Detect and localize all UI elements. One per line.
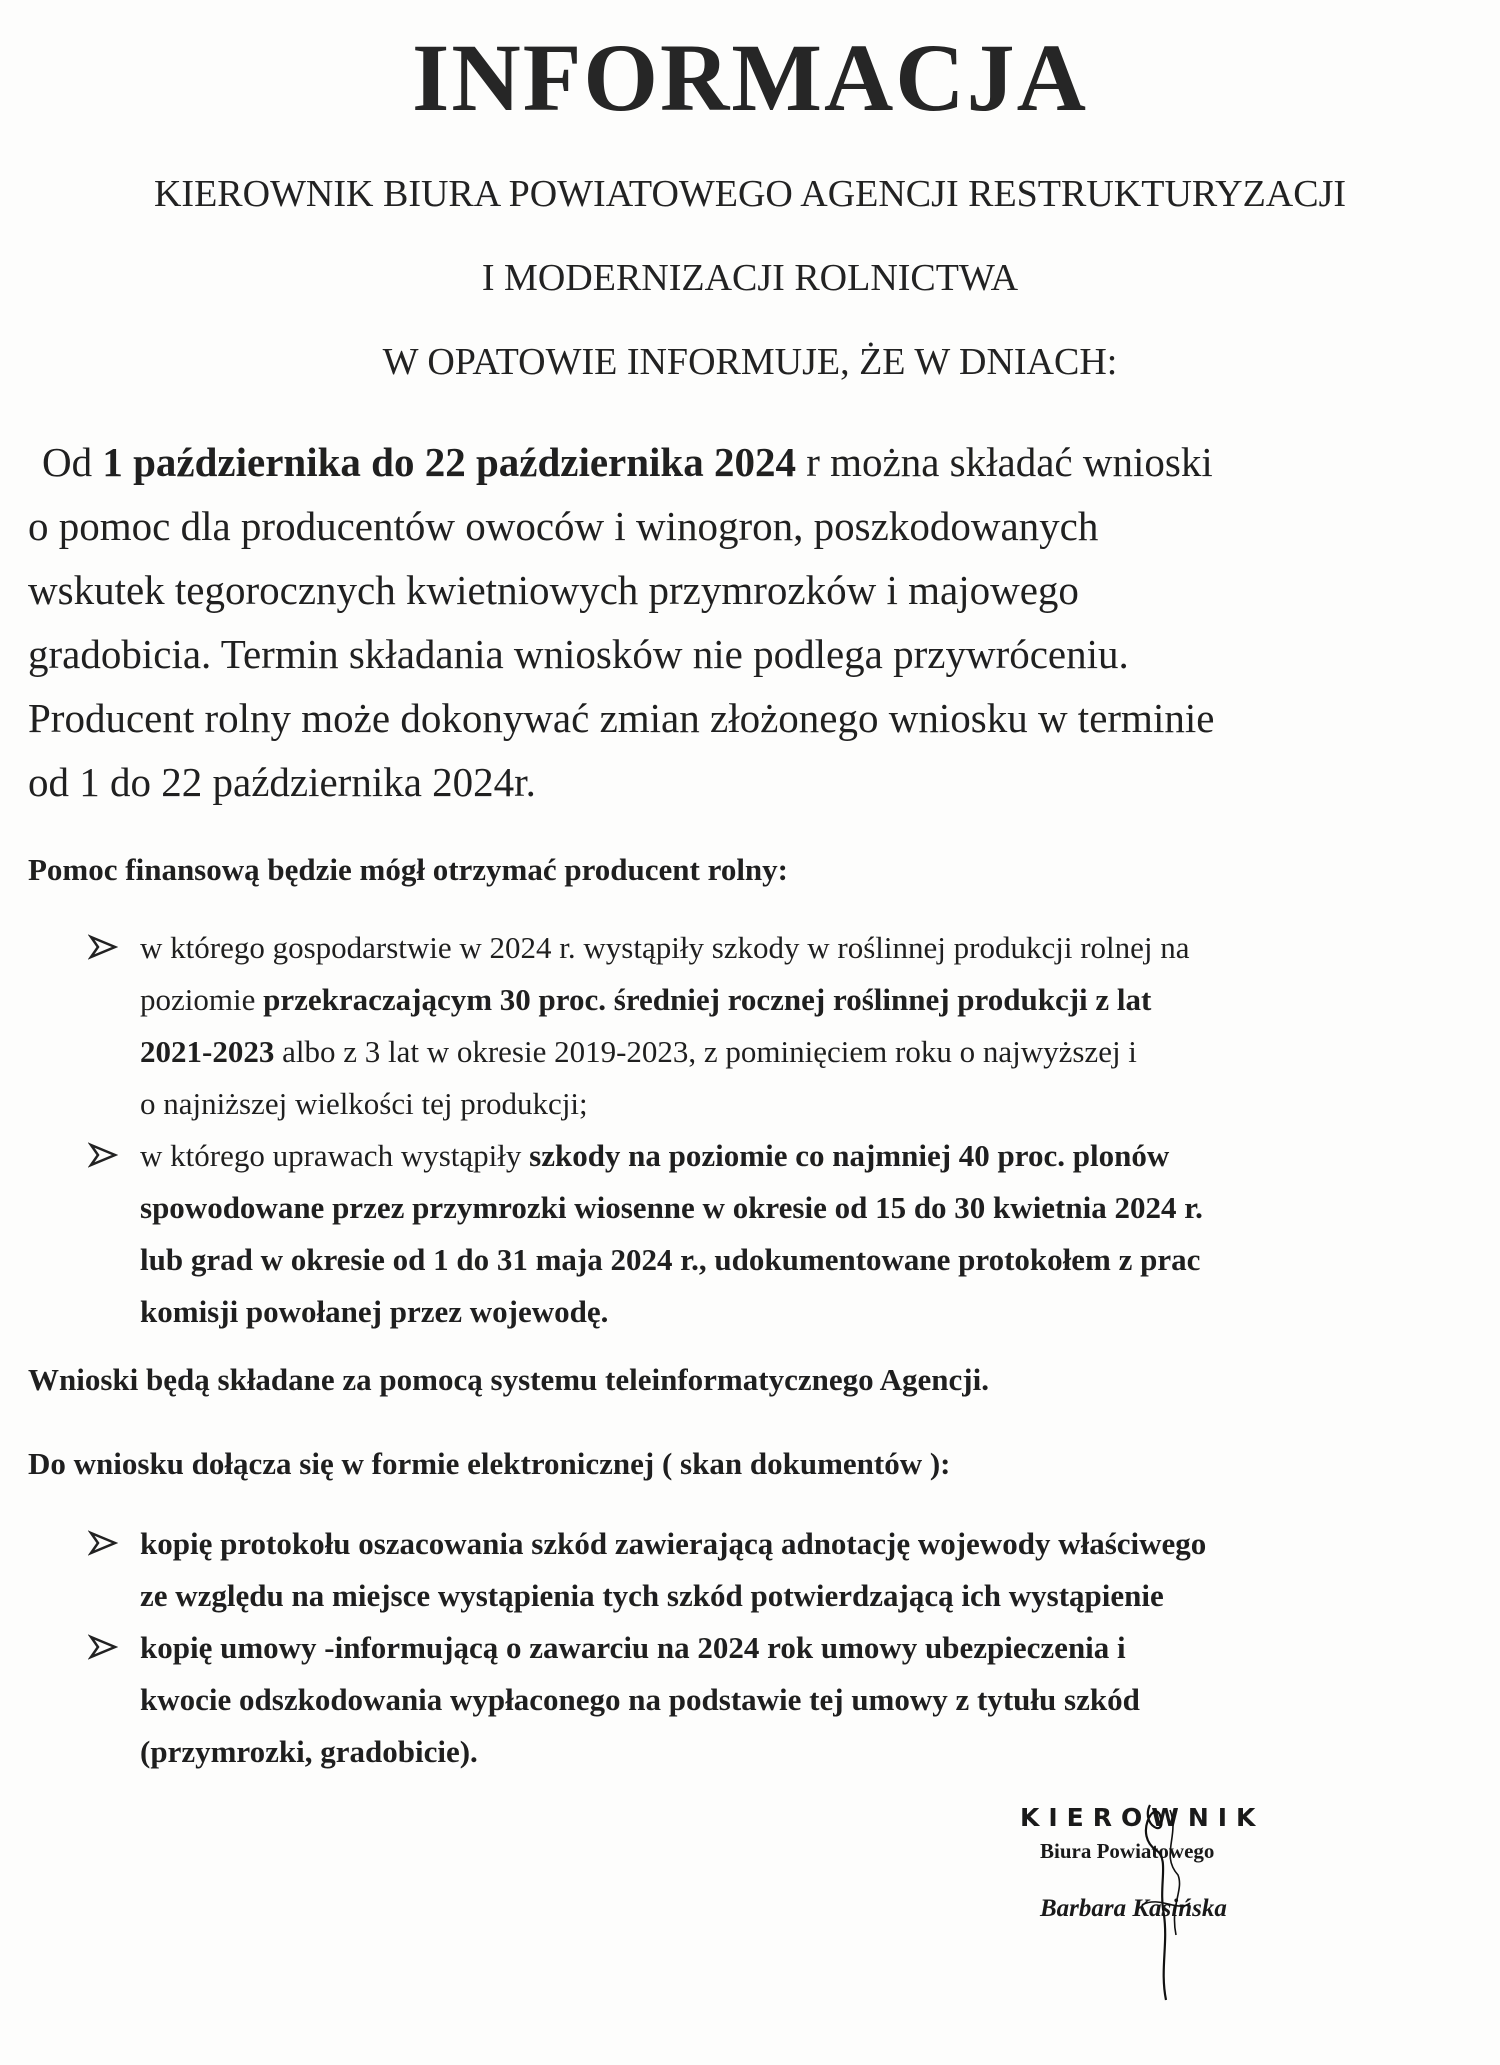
arrow-bullet-icon [88, 1634, 118, 1660]
handwritten-signature-icon [1120, 1795, 1210, 2005]
document-title: INFORMACJA [412, 24, 1088, 131]
arrow-bullet-icon [88, 934, 118, 960]
eligibility-heading: Pomoc finansową będzie mógł otrzymać producent rolny: [28, 852, 788, 887]
header-line-2: I MODERNIZACJI ROLNICTWA [481, 257, 1019, 299]
signature-name: Barbara Kasińska [1040, 1895, 1227, 1922]
intro-line-6: od 1 do 22 października 2024r. [28, 759, 536, 805]
intro-line-5: Producent rolny może dokonywać zmian złożonego wniosku w terminie [28, 695, 1215, 741]
intro-line-1: Od 1 października do 22 października 2024 r można składać wnioski [42, 439, 1213, 485]
attachments-list [88, 1518, 1488, 1778]
list-item: kopię protokołu oszacowania szkód zawierającą adnotację wojewody właściwego ze względu na miejsce wystąpienia tych szkód potwierdzającą ich wystąpienie [88, 1518, 1488, 1622]
attachments-heading: Do wniosku dołącza się w formie elektronicznej ( skan dokumentów ): [28, 1446, 951, 1481]
list-item: w którego uprawach wystąpiły szkody na poziomie co najmniej 40 proc. plonów spowodowane przez przymrozki wiosenne w okresie od 15 do 30 kwietnia 2024 r. lub grad w okresie od 1 do 31 maja 2024 r., udokumentowane protokołem z prac komisji powołanej przez wojewodę. [88, 1130, 1488, 1338]
signature-office: Biura Powiatowego [1040, 1839, 1215, 1863]
list-item: kopię umowy -informującą o zawarciu na 2024 rok umowy ubezpieczenia i kwocie odszkodowania wypłaconego na podstawie tej umowy z tytułu szkód (przymrozki, gradobicie). [88, 1622, 1488, 1778]
submission-statement: Wnioski będą składane za pomocą systemu teleinformatycznego Agencji. [28, 1362, 989, 1397]
header-line-3: W OPATOWIE INFORMUJE, ŻE W DNIACH: [382, 341, 1118, 383]
intro-line-4: gradobicia. Termin składania wniosków nie podlega przywróceniu. [28, 631, 1129, 677]
signature-stamp [1000, 1795, 1330, 2005]
arrow-bullet-icon [88, 1142, 118, 1168]
signature-title: KIEROWNIK [1020, 1803, 1265, 1832]
intro-line-2: o pomoc dla producentów owoców i winogron, poszkodowanych [28, 503, 1099, 549]
intro-line-3: wskutek tegorocznych kwietniowych przymrozków i majowego [28, 567, 1079, 613]
arrow-bullet-icon [88, 1530, 118, 1556]
eligibility-list [88, 922, 1488, 1338]
list-item: w którego gospodarstwie w 2024 r. wystąpiły szkody w roślinnej produkcji rolnej na poziomie przekraczającym 30 proc. średniej rocznej roślinnej produkcji z lat 2021-2023 albo z 3 lat w okresie 2019-2023, z pominięciem roku o najwyższej i o najniższej wielkości tej produkcji; [88, 922, 1488, 1130]
header-line-1: KIEROWNIK BIURA POWIATOWEGO AGENCJI RESTRUKTURYZACJI [153, 173, 1347, 215]
intro-paragraph [28, 430, 1478, 814]
